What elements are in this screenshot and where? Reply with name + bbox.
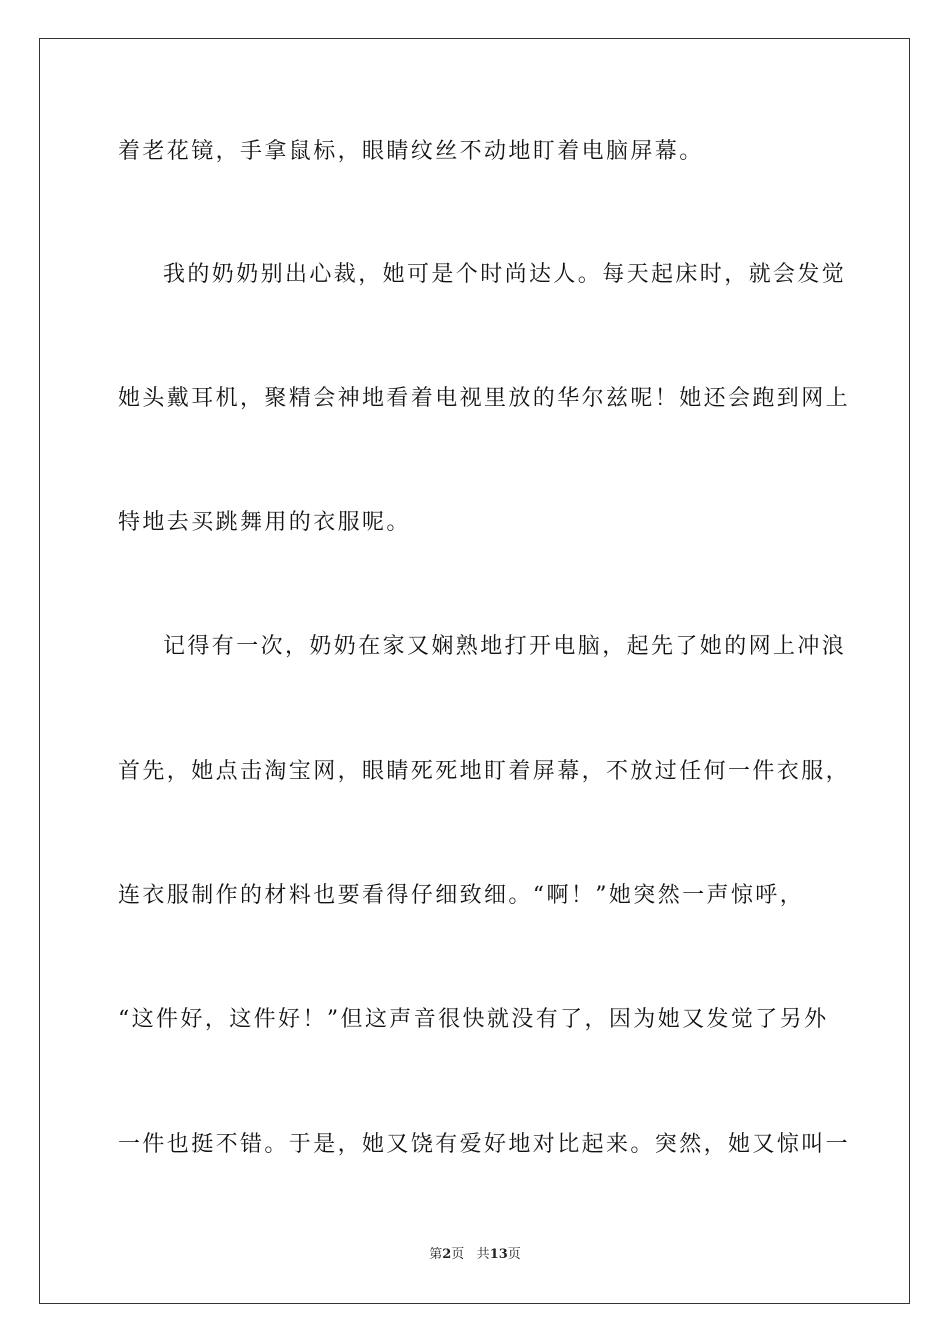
paragraph-line: “这件好，这件好！”但这声音很快就没有了，因为她又发觉了另外 bbox=[118, 1007, 829, 1032]
paragraph-line: 特地去买跳舞用的衣服呢。 bbox=[118, 510, 411, 535]
paragraph-line: 着老花镜，手拿鼠标，眼睛纹丝不动地盯着电脑屏幕。 bbox=[118, 139, 704, 164]
total-prefix: 共 bbox=[476, 1247, 490, 1262]
paragraph-line: 她头戴耳机，聚精会神地看着电视里放的华尔兹呢！她还会跑到网上 bbox=[118, 386, 851, 411]
page-suffix: 页 bbox=[451, 1247, 465, 1262]
total-suffix: 页 bbox=[507, 1247, 521, 1262]
paragraph-line: 首先，她点击淘宝网，眼睛死死地盯着屏幕，不放过任何一件衣服， bbox=[118, 759, 851, 784]
paragraph-line: 我的奶奶别出心裁，她可是个时尚达人。每天起床时，就会发觉 bbox=[163, 262, 847, 287]
page-border bbox=[39, 38, 910, 1304]
paragraph-line: 记得有一次，奶奶在家又娴熟地打开电脑，起先了她的网上冲浪 bbox=[163, 634, 847, 659]
page-prefix: 第 bbox=[429, 1247, 443, 1262]
page-number: 2 bbox=[442, 1247, 452, 1262]
total-pages: 13 bbox=[489, 1247, 508, 1262]
page-footer bbox=[0, 1246, 950, 1264]
paragraph-line: 连衣服制作的材料也要看得仔细致细。“啊！”她突然一声惊呼， bbox=[118, 883, 805, 908]
paragraph-line: 一件也挺不错。于是，她又饶有爱好地对比起来。突然，她又惊叫一 bbox=[118, 1132, 851, 1157]
